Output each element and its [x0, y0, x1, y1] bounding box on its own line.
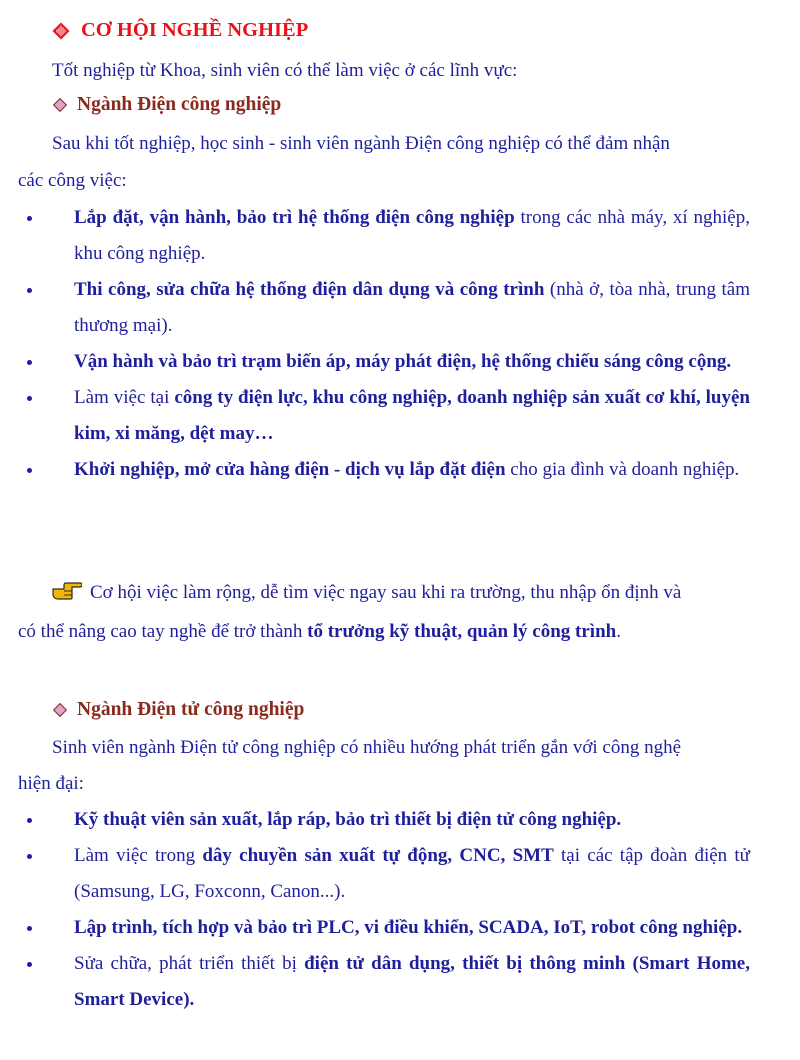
item-bold: Khởi nghiệp, mở cửa hàng điện - dịch vụ lắp đặt điện [74, 459, 506, 480]
note-end: . [616, 621, 621, 642]
intro-text: Tốt nghiệp từ Khoa, sinh viên có thể làm việc ở các lĩnh vực: [52, 60, 518, 81]
subheading-dien-cong-nghiep [55, 94, 281, 116]
heading-text: CƠ HỘI NGHỀ NGHIỆP [81, 19, 309, 41]
note-bold: tổ trưởng kỹ thuật, quản lý công trình [307, 621, 617, 642]
item-bold: Vận hành và bảo trì trạm biến áp, máy phát điện, hệ thống chiếu sáng công cộng. [74, 351, 732, 372]
item-bold: Kỹ thuật viên sản xuất, lắp ráp, bảo trì thiết bị điện tử công nghiệp. [74, 809, 622, 830]
bullet-icon [27, 962, 32, 967]
item-text: Làm việc tại [74, 387, 175, 408]
item-bold: Lập trình, tích hợp và bảo trì PLC, vi điều khiển, SCADA, IoT, robot công nghiệp. [74, 917, 743, 938]
diamond-icon [53, 22, 70, 39]
item-text: tại các tập đoàn điện tử (Samsung, LG, Foxconn, Canon...). [74, 845, 750, 902]
note-text: có thể nâng cao tay nghề để trở thành [18, 621, 308, 642]
bullet-icon [27, 360, 32, 365]
item-bold: Thi công, sửa chữa hệ thống điện dân dụng và công trình [74, 279, 545, 300]
subheading-dien-tu-cong-nghiep [55, 699, 304, 721]
note-text: Cơ hội việc làm rộng, dễ tìm việc ngay sau khi ra trường, thu nhập ổn định và [90, 582, 682, 603]
item-text: (nhà ở, tòa nhà, trung tâm thương mại). [74, 279, 750, 336]
list-item [52, 910, 750, 946]
bullet-icon [27, 818, 32, 823]
lead-line: Sau khi tốt nghiệp, học sinh - sinh viên ngành Điện công nghiệp có thể đảm nhận [52, 133, 670, 154]
diamond-icon [53, 703, 67, 717]
bullet-icon [27, 854, 32, 859]
item-text: cho gia đình và doanh nghiệp. [505, 459, 740, 480]
subheading-text: Ngành Điện công nghiệp [77, 94, 282, 115]
list-item [52, 380, 750, 452]
diamond-icon [53, 98, 67, 112]
bullet-icon [27, 216, 32, 221]
job-list-dien [52, 200, 750, 488]
lead-line: hiện đại: [18, 773, 84, 794]
list-item [52, 452, 750, 488]
item-bold: điện tử dân dụng, thiết bị thông minh (Smart Home, Smart Device). [74, 953, 750, 1010]
item-bold: Lắp đặt, vận hành, bảo trì hệ thống điện công nghiệp [74, 207, 515, 228]
bullet-icon [27, 288, 32, 293]
item-bold: công ty điện lực, khu công nghiệp, doanh nghiệp sản xuất cơ khí, luyện kim, xi măng, dệt may… [74, 387, 750, 444]
subheading-text: Ngành Điện tử công nghiệp [77, 699, 305, 720]
list-item [52, 802, 750, 838]
bullet-icon [27, 926, 32, 931]
item-text: trong các nhà máy, xí nghiệp, khu công nghiệp. [74, 207, 750, 264]
list-item [52, 838, 750, 910]
list-item [52, 200, 750, 272]
section-heading [55, 19, 308, 42]
list-item [52, 272, 750, 344]
note-line [18, 619, 621, 645]
job-list-dien-tu [52, 802, 750, 1018]
bullet-icon [27, 468, 32, 473]
lead-line: Sinh viên ngành Điện tử công nghiệp có nhiều hướng phát triển gắn với công nghệ [52, 737, 682, 758]
list-item [52, 344, 750, 380]
note-line [52, 580, 681, 606]
list-item [52, 946, 750, 1018]
item-bold: dây chuyền sản xuất tự động, CNC, SMT [202, 845, 554, 866]
item-text: Sửa chữa, phát triển thiết bị [74, 953, 305, 974]
bullet-icon [27, 396, 32, 401]
pointing-hand-icon [52, 582, 82, 600]
item-text: Làm việc trong [74, 845, 203, 866]
lead-line: các công việc: [18, 170, 127, 191]
